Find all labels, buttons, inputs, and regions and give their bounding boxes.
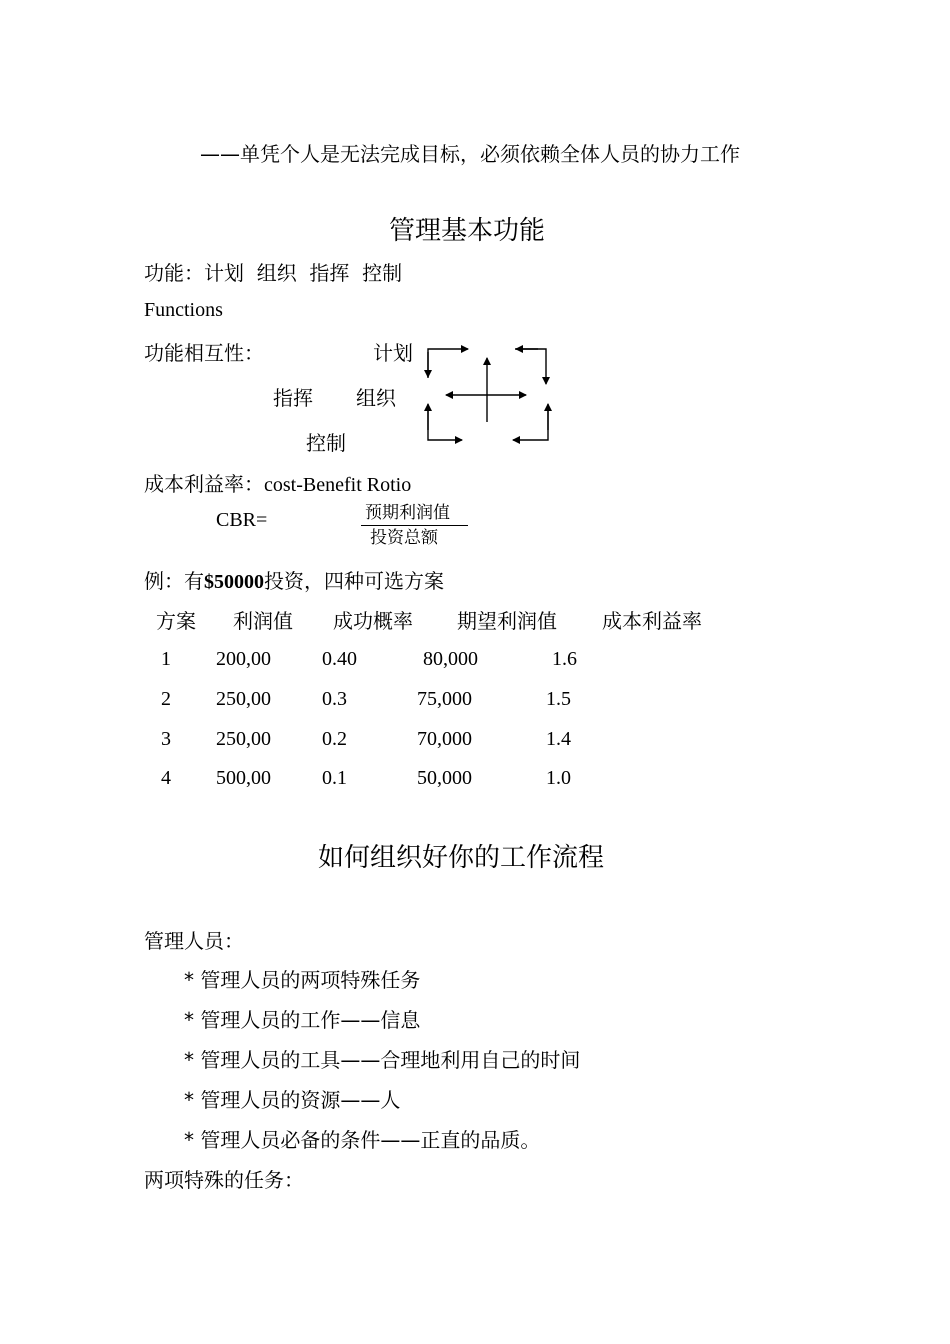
section-title-basic-functions: 管理基本功能 — [389, 216, 546, 246]
managers-label: 管理人员： — [144, 929, 244, 953]
interrelation-label: 功能相互性： — [144, 341, 264, 365]
table-cell: 50,000 — [417, 767, 472, 789]
diagram-label-organize: 组织 — [356, 386, 396, 410]
table-cell: 1.0 — [546, 767, 571, 789]
cbr-label-en: cost-Benefit Rotio — [264, 474, 412, 496]
list-item: * 管理人员的工作——信息 — [184, 1008, 421, 1032]
cbr-formula: CBR= — [216, 509, 268, 531]
table-row — [0, 688, 950, 716]
list-item: * 管理人员的工具——合理地利用自己的时间 — [184, 1048, 581, 1072]
table-cell: 0.1 — [322, 767, 347, 789]
table-header-cell: 方案 — [156, 609, 196, 633]
example-line — [144, 565, 444, 594]
example-prefix: 例：有 — [144, 569, 204, 593]
functions-line: 功能：计划 组织 指挥 控制 — [144, 261, 403, 285]
list-item: * 管理人员的两项特殊任务 — [184, 968, 421, 992]
table-header-cell: 成本利益率 — [602, 609, 702, 633]
table-cell: 2 — [161, 688, 171, 710]
diagram-label-plan: 计划 — [373, 341, 413, 365]
example-amount: $50000 — [204, 571, 264, 593]
table-cell: 0.2 — [322, 728, 347, 750]
table-cell: 4 — [161, 767, 171, 789]
table-cell: 70,000 — [417, 728, 472, 750]
table-cell: 200,00 — [216, 648, 271, 670]
functions-english: Functions — [144, 299, 223, 321]
quote-line: ——单凭个人是无法完成目标，必须依赖全体人员的协力工作 — [200, 142, 740, 166]
cbr-label-cn: 成本利益率： — [144, 472, 264, 496]
table-cell: 500,00 — [216, 767, 271, 789]
table-header-cell: 成功概率 — [333, 609, 413, 633]
table-cell: 0.3 — [322, 688, 347, 710]
diagram-label-control: 控制 — [306, 431, 346, 455]
section-title-workflow: 如何组织好你的工作流程 — [318, 843, 605, 873]
table-cell: 1.4 — [546, 728, 571, 750]
table-row — [0, 767, 950, 795]
cbr-definition — [144, 468, 411, 497]
list-item: * 管理人员的资源——人 — [184, 1088, 401, 1112]
list-item: * 管理人员必备的条件——正直的品质。 — [184, 1128, 541, 1152]
function-cycle-arrows — [418, 340, 568, 455]
table-cell: 1 — [161, 648, 171, 670]
table-cell: 0.40 — [322, 648, 357, 670]
table-header-cell: 期望利润值 — [457, 609, 557, 633]
table-row — [0, 648, 950, 676]
two-tasks-label: 两项特殊的任务： — [144, 1168, 304, 1192]
table-cell: 75,000 — [417, 688, 472, 710]
table-cell: 1.6 — [552, 648, 577, 670]
cbr-denominator: 投资总额 — [370, 528, 438, 548]
table-header — [0, 605, 950, 633]
diagram-label-command: 指挥 — [273, 386, 313, 410]
table-cell: 250,00 — [216, 688, 271, 710]
table-cell: 80,000 — [423, 648, 478, 670]
table-cell: 250,00 — [216, 728, 271, 750]
table-header-cell: 利润值 — [233, 609, 293, 633]
example-suffix: 投资，四种可选方案 — [264, 569, 444, 593]
table-cell: 3 — [161, 728, 171, 750]
cbr-numerator: 预期利润值 — [365, 503, 450, 523]
table-row — [0, 728, 950, 756]
table-cell: 1.5 — [546, 688, 571, 710]
